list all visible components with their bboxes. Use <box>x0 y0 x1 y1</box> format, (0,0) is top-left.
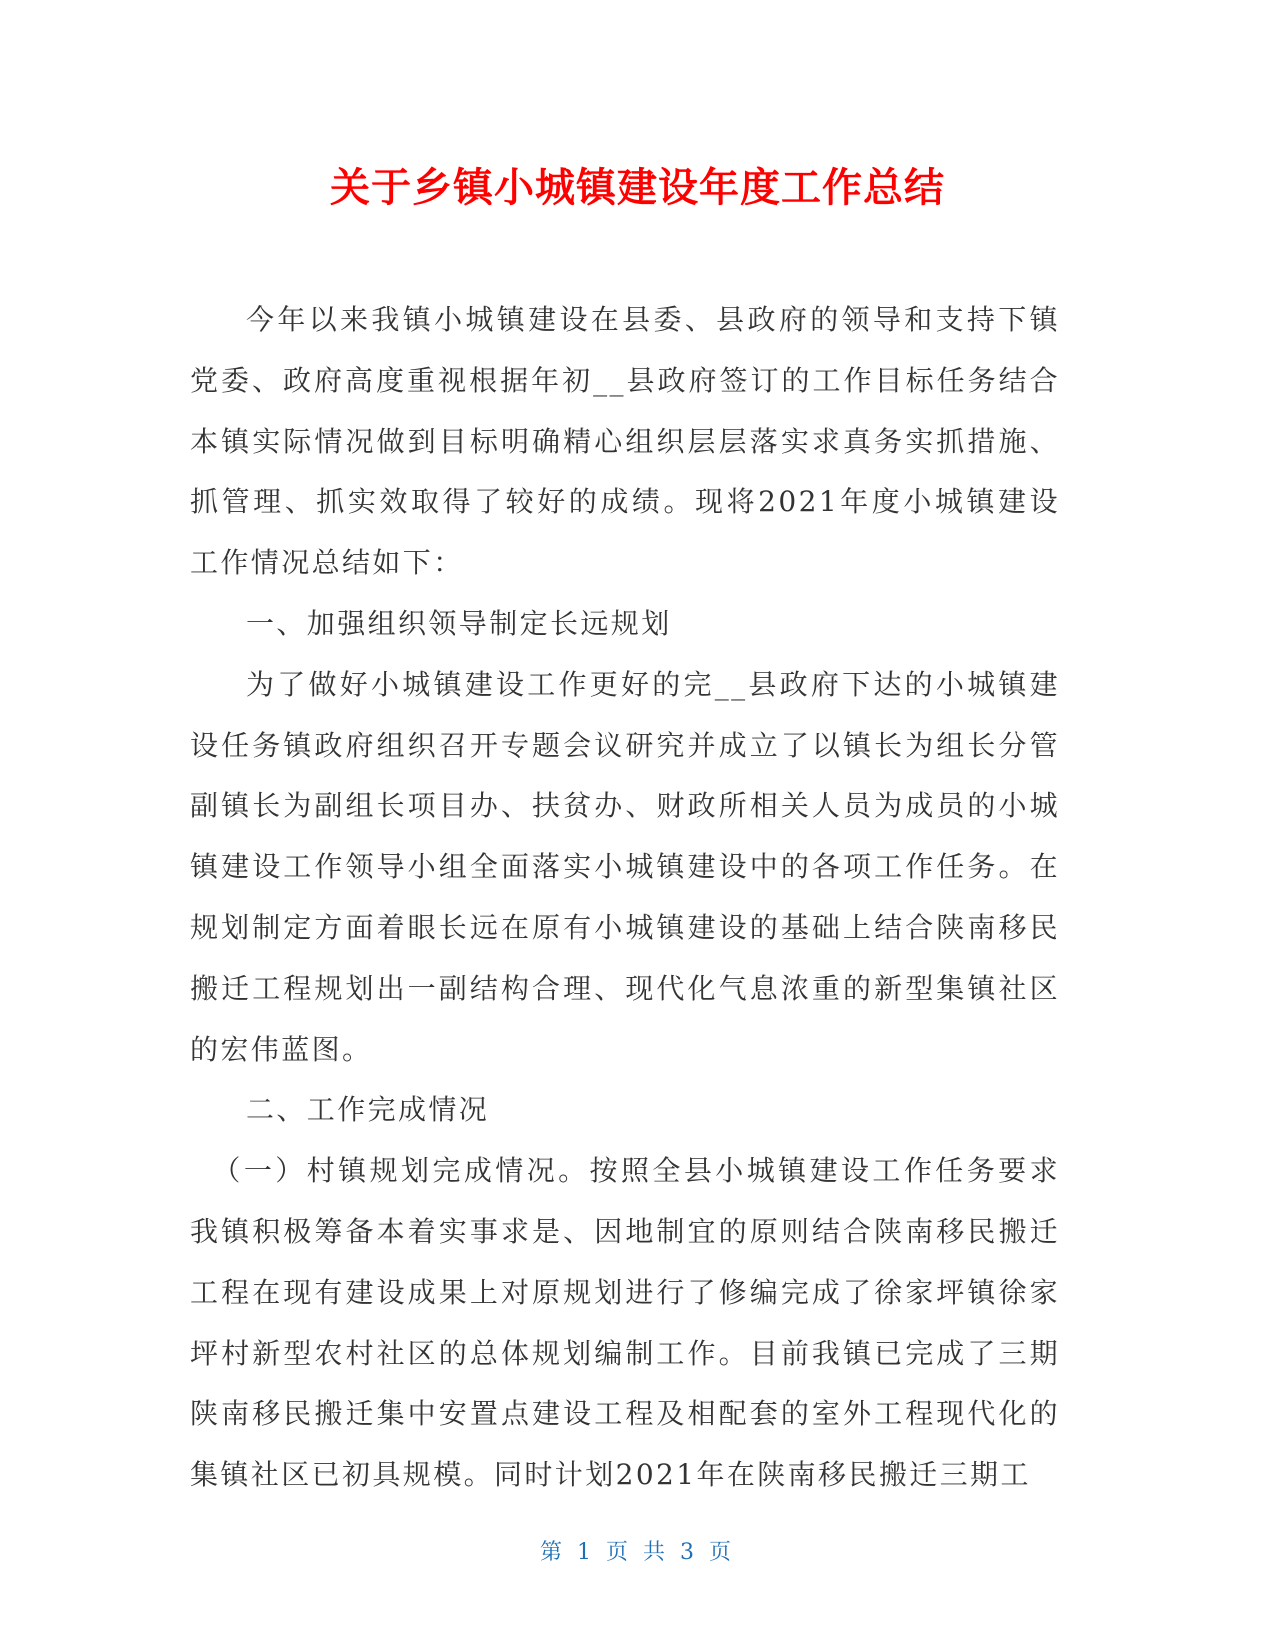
document-body <box>190 290 1060 1506</box>
document-title: 关于乡镇小城镇建设年度工作总结 <box>330 165 945 211</box>
page-footer: 第 1 页 共 3 页 <box>540 1540 735 1565</box>
section-heading-2: 二、工作完成情况 <box>246 1093 490 1127</box>
paragraph-intro: 今年以来我镇小城镇建设在县委、县政府的领导和支持下镇党委、政府高度重视根据年初__县政府签订的工作目标任务结合本镇实际情况做到目标明确精心组织层层落实求真务实抓措施、抓管理、抓实效取得了较好的成绩。现将2021年度小城镇建设工作情况总结如下： <box>190 303 1060 580</box>
paragraph-planning: （一）村镇规划完成情况。按照全县小城镇建设工作任务要求我镇积极筹备本着实事求是、因地制宜的原则结合陕南移民搬迁工程在现有建设成果上对原规划进行了修编完成了徐家坪镇徐家坪村新型农村社区的总体规划编制工作。目前我镇已完成了三期陕南移民搬迁集中安置点建设工程及相配套的室外工程现代化的集镇社区已初具规模。同时计划2021年在陕南移民搬迁三期工 <box>190 1154 1060 1492</box>
section-heading-1: 一、加强组织领导制定长远规划 <box>246 606 672 640</box>
paragraph-organization: 为了做好小城镇建设工作更好的完__县政府下达的小城镇建设任务镇政府组织召开专题会议研究并成立了以镇长为组长分管副镇长为副组长项目办、扶贫办、财政所相关人员为成员的小城镇建设工作领导小组全面落实小城镇建设中的各项工作任务。在规划制定方面着眼长远在原有小城镇建设的基础上结合陕南移民搬迁工程规划出一副结构合理、现代化气息浓重的新型集镇社区的宏伟蓝图。 <box>190 667 1060 1066</box>
